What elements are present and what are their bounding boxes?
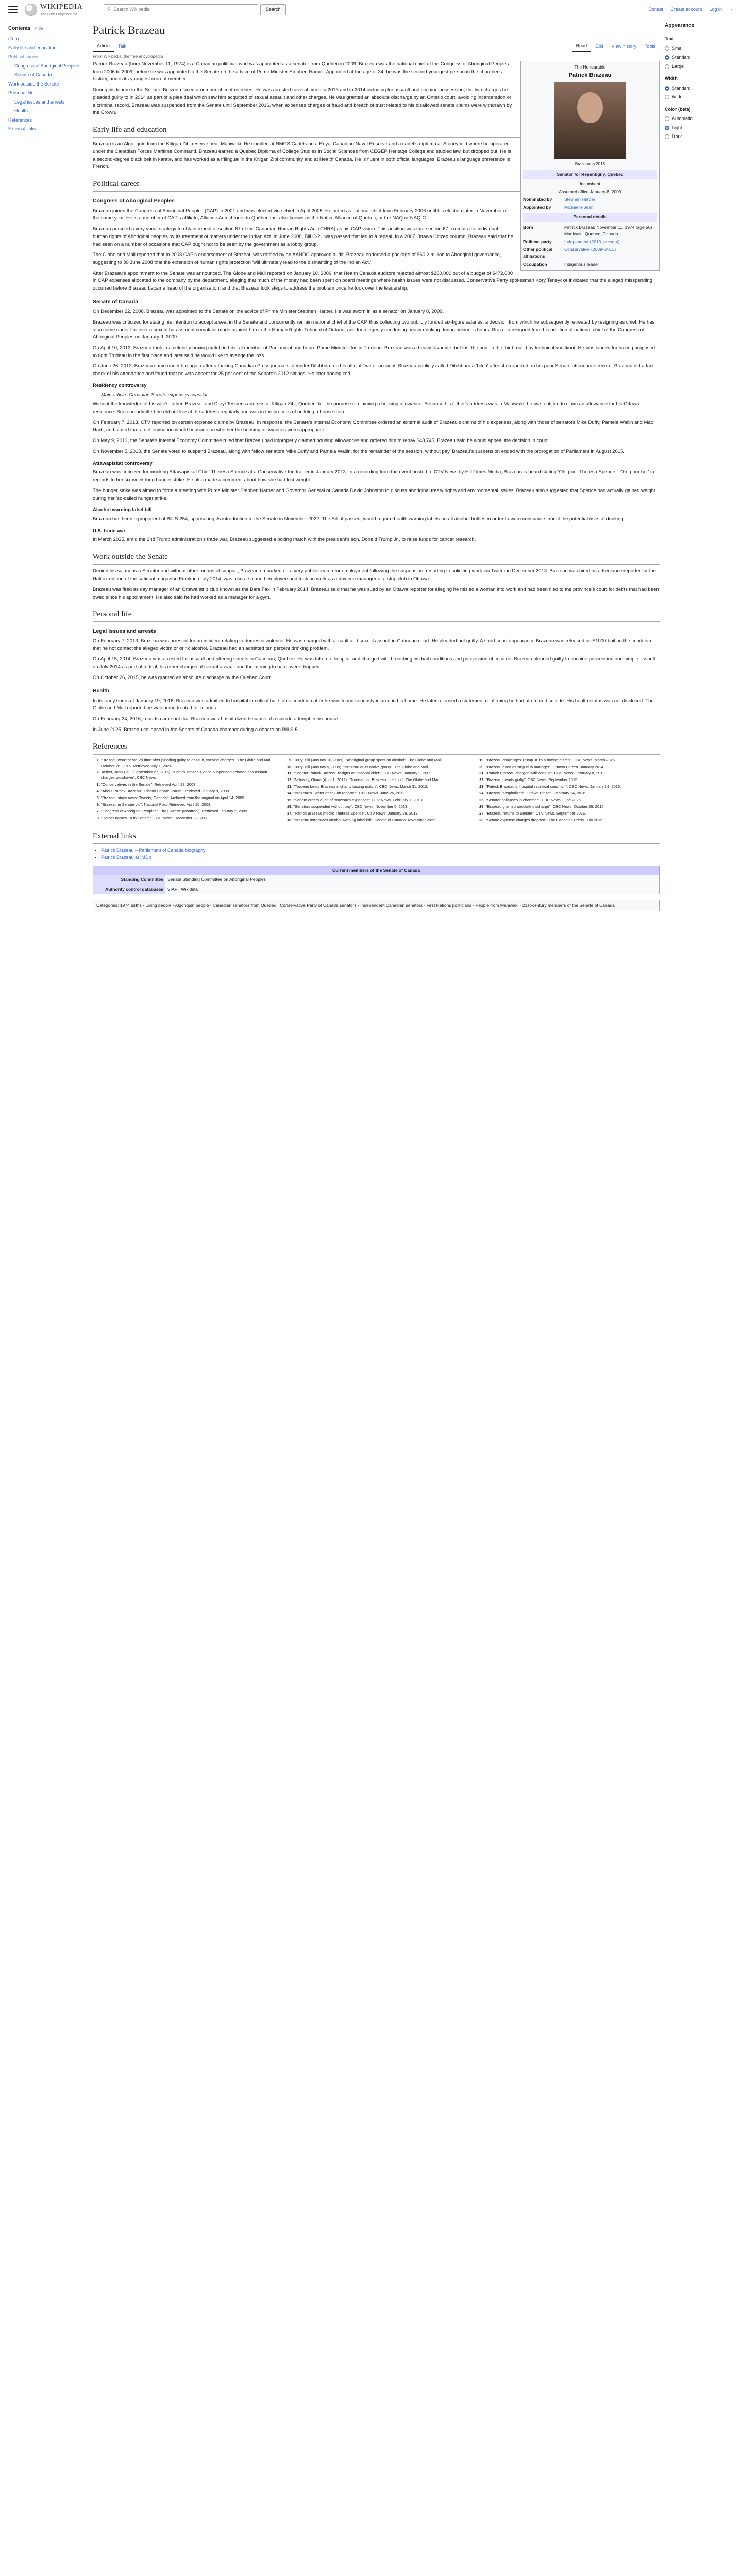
senate-paragraph: On April 10, 2012, Brazeau took in a celebrity boxing match in Liberal member of Parliament and future Prime Minister Justin Trudeau. Brazeau was a heavy favourite, but lost the bout in the third round by technical knockout. He was lauded for having proposed to fight Trudeau in the first place and later said he would like to avenge the loss. (93, 345, 655, 359)
color-dark[interactable]: Dark (665, 132, 732, 142)
tab-read[interactable]: Read (572, 42, 592, 52)
alcohol-paragraph: Brazeau has been a proponent of Bill S-254, sponsoring its introduction to the Senate in November 2022. The Bill, if passed, would require health warning labels on all alcohol bottles in order to warn consumers about the potential risks of drinking. (93, 516, 625, 522)
page-title: Patrick Brazeau (93, 22, 660, 41)
tab-talk[interactable]: Talk (118, 44, 127, 49)
reference-item[interactable]: 1. "Brazeau won't serve jail time after pleading guilty to assault, cocaine charges". The Globe and Mail. October 26, 2015. Retrieved July 1, 2024. (101, 758, 275, 769)
legal-paragraph: On February 7, 2013, Brazeau was arrested for an incident relating to domestic violence. He was charged with assault and sexual assault in Gatineau court. He pleaded not guilty. A short court appearance Brazeau was released on $1000 bail on the condition that he not contact the alleged victim or drink alcohol. Brazeau had an admitted ten percent drinking problem. (93, 638, 651, 652)
toc-list (8, 35, 86, 134)
infobox-row-party: Political party Independent (2013–present) (523, 238, 657, 246)
infobox-row-other: Other political affiliations Conservative (2009–2013) (523, 246, 657, 260)
reference-item[interactable]: 18. "Brazeau introduces alcohol warning label bill". Senate of Canada. November 2022. (293, 818, 467, 823)
residency-paragraph: On February 7, 2013, CTV reported on certain expense claims by Brazeau. In response, the Senate's Internal Economy Committee ordered an external audit of Brazeau's claims of his expenses, along with those of senators Mike Duffy, Pamela Wallin and Mac Harb, and stated that a determination would be made on whether the housing allowances were appropriate. (93, 419, 653, 433)
nominated-by-link[interactable]: Stephen Harper (564, 197, 596, 202)
reference-item[interactable]: 4. "About Patrick Brazeau". Liberal Senate Forum. Retrieved January 9, 2009. (101, 789, 275, 794)
title-bar (93, 22, 660, 60)
legal-paragraph: On October 26, 2015, he was granted an absolute discharge by the Quebec Court. (93, 674, 272, 681)
reference-item[interactable]: 21. "Patrick Brazeau charged with assault". CBC News. February 8, 2013. (486, 771, 660, 776)
heading-cap: Congress of Aboriginal Peoples (93, 198, 175, 205)
user-links (648, 6, 734, 13)
heading-trade: U.S. trade war (93, 528, 126, 534)
heading-health: Health (93, 688, 110, 694)
reference-item[interactable]: 3. "Conservatives in the Senate". Retrieved April 28, 2009. (101, 782, 275, 788)
appointed-by-link[interactable]: Michaëlle Jean (564, 205, 594, 210)
infobox-assumed: Assumed office January 8, 2009 (559, 189, 621, 194)
early-life-paragraph: Brazeau is an Algonquin from the Kitigan Zibi reserve near Maniwaki. He enrolled at NMCS Cadets on a Royal Canadian Naval Reserve and a cadet's diploma at Stoneyfield where he operated under the Canadian Forces Maritime Command. Brazeau earned a Quebec Diploma of College Studies in Social Sciences from CEGEP Heritage College and studied law, but dropped out. He is a second-degree black belt in karate, and has worked as a trilingual in the Kitigan Zibi community and at Health Canada. He is fluent in both official languages, Brazeau's language preference is French. (93, 141, 511, 170)
portrait-image[interactable] (554, 82, 626, 159)
toc-item[interactable]: Senate of Canada (14, 72, 52, 77)
infobox-row-appointed: Appointed by Michaëlle Jean (523, 204, 657, 211)
main-menu-icon[interactable] (8, 6, 18, 13)
text-size-standard[interactable]: Standard (665, 53, 732, 62)
senate-paragraph: On December 22, 2008, Brazeau was appointed to the Senate on the advice of Prime Minister Stephen Harper. He was sworn in as a senator on January 8, 2009. (93, 309, 444, 315)
globe-icon (25, 4, 37, 16)
toc-item[interactable]: Health (14, 108, 28, 113)
residency-paragraph: On November 5, 2013, the Senate voted to suspend Brazeau, along with fellow senators Mike Duffy and Pamela Wallin, for the remainder of the session, without pay. Brazeau's suspension ended with the prorogation of Parliament in August 2015. (93, 448, 625, 454)
reference-item[interactable]: 24. "Brazeau hospitalized". Ottawa Citizen. February 24, 2016. (486, 791, 660, 796)
create-account-link[interactable]: Create account (670, 7, 702, 12)
navbox-row-value[interactable]: Senate Standing Committee on Aboriginal Peoples (165, 875, 659, 884)
tab-article[interactable]: Article (93, 42, 114, 52)
navbox-row-label: Authority control databases (93, 885, 165, 894)
toc-hide-button[interactable]: hide (35, 26, 43, 31)
external-link-item[interactable]: • Patrick Brazeau – Parliament of Canada biography (101, 847, 660, 854)
navbox-title[interactable]: Current members of the Senate of Canada (93, 866, 659, 875)
tab-edit[interactable]: Edit (595, 44, 603, 49)
cap-paragraph: The Globe and Mail reported that in 2008 CAP's endorsement of Brazeau was ratified by an AANDC-approved audit. Brazeau endorsed a package of $60.2 million to Aboriginal governance, suggesting to 30 June 2008 that the extension of human rights protection 'will ultimately lead to the dismantling of the Indian Act.' (93, 252, 501, 265)
reference-item[interactable]: 10. Curry, Bill (January 9, 2009). "Brazeau quits native group". The Globe and Mail. (293, 765, 467, 770)
navbox (93, 866, 660, 894)
reference-item[interactable]: 19. "Brazeau challenges Trump Jr. to a boxing match". CBC News. March 2025. (486, 758, 660, 764)
reference-item[interactable]: 26. "Brazeau granted absolute discharge". CBC News. October 26, 2015. (486, 804, 660, 810)
reference-item[interactable]: 2. Tasker, John Paul (September 27, 2015). "Patrick Brazeau, once-suspended senator, has assault charges withdrawn". CBC News. (101, 770, 275, 781)
intro-paragraph: Patrick Brazeau (born November 11, 1974) is a Canadian politician who was appointed as a senator from Quebec in 2009. Brazeau was the national chief of the Congress of Aboriginal Peoples from 2006 to 2009, before he was appointed to the Senate on the advice of Prime Minister Stephen Harper. Appointed at the age of 34, he was the second-youngest person in the chamber's history, and is its youngest current member. (93, 61, 509, 82)
senate-paragraph: Brazeau was criticized for stating his intention to accept a seat in the Senate and concurrently remain national chief of the CAP, thus collecting two publicly funded six-figure salaries, a decision from which he subsequently retreated by resigning as chief. He has also come under fire over a sexual harassment complaint made against him to the Human Rights Tribunal of Ontario, and for allegedly condoning heavy drinking during business hours. Brazeau resigned from his position of national chief of the Congress of Aboriginal Peoples on January 9, 2009. (93, 319, 655, 341)
width-label: Width (665, 76, 678, 81)
work-paragraph: Brazeau was fired as day manager of an Ottawa strip club known as the Bare Fax in February 2014. Brazeau said that he was sued by an Ottawa reporter for alleging he misled a woman into work and had been filed to the province's court for debts that had been owed since his appointment. He also said he had worked as a manager for a gym. (93, 586, 659, 600)
toc-heading (8, 25, 86, 32)
appearance-panel (665, 22, 732, 142)
reference-item[interactable]: 6. "Brazeau in Senate bid". National Post. Retrieved April 15, 2009. (101, 802, 275, 808)
logo-tagline: The Free Encyclopedia (40, 13, 77, 17)
site-subtitle: From Wikipedia, the free encyclopedia (93, 54, 163, 59)
navbox-row-value[interactable]: VIAF · Wikidata (165, 885, 659, 894)
article-body (93, 61, 660, 911)
infobox-row-occupation: Occupation Indigenous leader (523, 261, 599, 267)
heading-early-life: Early life and education (93, 124, 660, 138)
reference-item[interactable]: 20. "Brazeau hired as strip club manager". Ottawa Citizen. January 2014. (486, 765, 660, 770)
infobox-office: Senator for Repentigny, Quebec (523, 170, 657, 179)
color-label: Color (beta) (665, 106, 691, 112)
external-link-item[interactable]: • Patrick Brazeau at IMDb (101, 854, 660, 861)
reference-item[interactable]: 27. "Brazeau returns to Senate". CTV News. September 2016. (486, 811, 660, 817)
toc-item[interactable]: Personal life (8, 90, 34, 95)
search-input[interactable] (104, 4, 258, 15)
heading-external-links: External links (93, 831, 660, 844)
attawapiskat-paragraph: Brazeau was criticized for mocking Attawapiskat Chief Theresa Spence at a Conservative fundraiser in January 2013. In a recording from the event posted to CTV News by Hill Times Media, Brazeau is heard stating 'Oh, poor Theresa Spence... Oh, poor her' in regards to her six-week-long hunger strike. He also made a comment about how she had lost weight. (93, 469, 654, 483)
heading-alcohol: Alcohol warning label bill (93, 507, 152, 513)
navbox-row-label: Standing Committee (93, 875, 165, 884)
tab-tools[interactable]: Tools (644, 44, 655, 49)
reference-item[interactable]: 7. "Congress of Aboriginal Peoples". The Gazette (Montreal). Retrieved January 2, 2009. (101, 809, 275, 815)
legal-paragraph: On April 15, 2014, Brazeau was arrested for assault and uttering threats in Gatineau, Quebec. He was taken to hospital and charged with breaching his bail conditions and possession of cocaine. Brazeau pleaded guilty to cocaine possession and simple assault on July 2014 as part of a deal, his other charges of sexual assault and threatening to harm were dropped. (93, 656, 655, 670)
cap-paragraph: Brazeau joined the Congress of Aboriginal Peoples (CAP) in 2001 and was elected vice-chief in April 2005. He acted as national chief from February 2006 until his election later in November of the same year. He is a member of CAP's affiliate, Alliance Autochtone du Québec Inc. also known as the Native Alliance of Quebec, or the NAQ or NAQ-C. (93, 208, 508, 222)
text-size-small[interactable]: Small (665, 44, 732, 54)
work-paragraph: Denied his salary as a Senator and without other means of support, Brazeau embarked on a very public search for employment following the suspension, resorting to soliciting work via Twitter in December 2013. Brazeau was hired as a freelance reporter for the Halifax edition of the satirical magazine Frank in early 2014, was also a salaried employee and took on work as a daytime manager of a strip club in Ottawa. (93, 568, 656, 582)
more-options-icon[interactable]: ⋯ (729, 7, 734, 12)
infobox-honorific: The Honourable (574, 64, 606, 70)
reference-item[interactable]: 16. "Senators suspended without pay". CBC News. November 5, 2013. (293, 804, 467, 810)
toc-title: Contents (8, 26, 31, 31)
navbox-row (93, 885, 659, 894)
hatnote-residency[interactable]: Main article: Canadian Senate expenses scandal (101, 392, 207, 398)
search-form (104, 4, 286, 15)
attawapiskat-paragraph: The hunger strike was aimed to force a meeting with Prime Minister Stephen Harper and Governor General of Canada David Johnston to discuss aboriginal treaty rights and environmental issues. Brazeau also suggested that Spence had actually gained weight during her 'so-called hunger strike.' (93, 487, 655, 501)
heading-references: References (93, 741, 660, 754)
login-link[interactable]: Log in (709, 7, 722, 12)
health-paragraph: In June 2025, Brazeau collapsed in the Senate of Canada chamber during a debate on Bill S-5. (93, 726, 299, 733)
width-wide[interactable]: Wide (665, 93, 732, 102)
reference-item[interactable]: 17. "Patrick Brazeau mocks Theresa Spence". CTV News. January 29, 2013. (293, 811, 467, 817)
search-placeholder: Search Wikipedia (113, 7, 150, 12)
appearance-title: Appearance (665, 22, 732, 31)
reference-item[interactable]: 22. "Brazeau pleads guilty". CBC News. September 2015. (486, 777, 660, 783)
residency-paragraph: On May 9, 2013, the Senate's Internal Economy Committee ruled that Brazeau had improperly claimed housing allowances and ordered him to repay $48,745. Brazeau said he would appeal the decision in court. (93, 438, 549, 444)
infobox-name: Patrick Brazeau (568, 72, 612, 79)
toc-item[interactable]: (Top) (8, 36, 19, 41)
toc-item[interactable]: Legal issues and arrests (14, 99, 65, 105)
search-icon: ⚲ (107, 7, 111, 12)
heading-residency: Residency controversy (93, 382, 147, 388)
toc-item[interactable]: References (8, 117, 32, 123)
table-of-contents (8, 25, 86, 134)
other-party-link[interactable]: Conservative (2009–2013) (564, 247, 616, 252)
heading-senate: Senate of Canada (93, 298, 139, 305)
intro-paragraph: During his tenure in the Senate, Brazeau faced a number of controversies. He was arrested several times in 2013 and in 2014 including for assault and cocaine possession, the two charges he pleaded guilty to in 2014 as part of a plea deal which saw him acquitted of sexual assault and other charges. He was granted an absolute discharge by an Ontario court, avoiding incarceration or a criminal record. Brazeau was suspended from the Senate until September 2016, when expenses charges of fraud and breach of trust related to his disallowed senate claims were withdrawn by the Crown. (93, 87, 512, 116)
heading-attawapiskat: Attawapiskat controversy (93, 460, 153, 466)
reference-item[interactable]: 9. Curry, Bill (January 10, 2009). "Aboriginal group spent on alcohol". The Globe and Mail. (293, 758, 467, 764)
infobox (520, 61, 660, 271)
cap-paragraph: After Brazeau's appointment to the Senate was announced, The Globe and Mail reported on January 10, 2009, that Health Canada auditors rejected almost $260,000 out of a budget of $472,000 in CAP expenses allocated to the company by the department, alleging that much of the money had been spent on board meetings where health issues were not discussed. Conservative Party spokesman Kory Teneycke indicated that the alleged misspending occurred before Brazeau became head of the organization, and that Brazeau took steps to address the problem once he took over the leadership. (93, 270, 652, 292)
text-size-large[interactable]: Large (665, 62, 732, 72)
cap-paragraph: Brazeau pursued a very vocal strategy to obtain repeal of section 67 of the Canadian Human Rights Act (CHRA) as his CAP vision. This position was that section 67 exempts the individual human rights of Aboriginal peoples by its treatment of matters under the Indian Act. In June 2008, Bill C-21 was passed that led to a repeal. In a 2007 Ottawa Citizen column, Brazeau said that he had seen on a number of occasions that CAP ought not to be seen by the government as a lobby group. (93, 226, 513, 247)
party-link[interactable]: Independent (2013–present) (564, 239, 620, 244)
health-paragraph: In its early hours of January 19, 2016, Brazeau was admitted to hospital in critical but stable condition after he was found seriously injured in his home. He later released a statement confirming he had attempted suicide. His health status was not disclosed. The Globe and Mail reported he was being treated for injuries. (93, 698, 654, 711)
heading-personal: Personal life (93, 608, 660, 622)
trade-paragraph: In March 2025, amid the 2nd Trump administration's trade war, Brazeau suggested a boxing match with the president's son, Donald Trump Jr., to raise funds for cancer research. (93, 537, 476, 543)
references-list (93, 758, 660, 823)
page-tabs (93, 42, 660, 52)
toc-item[interactable]: Political career (8, 54, 39, 59)
reference-item[interactable]: 11. "Senator Patrick Brazeau resigns as national chief". CBC News. January 9, 2009. (293, 771, 467, 776)
reference-item[interactable]: 14. "Brazeau's Twitter attack on reporter". CBC News. June 26, 2012. (293, 791, 467, 796)
residency-paragraph: Without the knowledge of his wife's father, Brazeau and Daryl Tessier's address at Kitigan Zibi, Quebec, for the purpose of claiming a housing allowance. Because his father's address was in Maniwaki, he was entitled to claim an allowance for his Ottawa residence. Brazeau admitted he did not live at the address regularly and was in the process of building a house there. (93, 401, 639, 415)
tab-view-history[interactable]: View history (611, 44, 636, 49)
toc-item[interactable]: Work outside the Senate (8, 81, 59, 87)
reference-item[interactable]: 12. Galloway, Gloria (April 1, 2012). "Trudeau vs. Brazeau: the fight". The Globe and Mail. (293, 777, 467, 783)
reference-item[interactable]: 23. "Patrick Brazeau in hospital in critical condition". CBC News. January 19, 2016. (486, 784, 660, 790)
color-light[interactable]: Light (665, 124, 732, 133)
navbox-row (93, 875, 659, 884)
reference-item[interactable]: 25. "Senator collapses in chamber". CBC News. June 2025. (486, 798, 660, 803)
wikipedia-logo[interactable] (25, 2, 83, 18)
infobox-incumbent: Incumbent (580, 181, 600, 187)
reference-item[interactable]: 8. "Harper names 18 to Senate". CBC News. December 22, 2008. (101, 816, 275, 821)
portrait-caption: Brazeau in 2016 (575, 162, 605, 167)
senate-paragraph: On June 26, 2012, Brazeau came under fire again after attacking Canadian Press journalist Jennifer Ditchburn on his official Twitter account. Brazeau publicly called Ditchburn a 'bitch' after she reported on his poor Senate attendance record. Brazeau did a fact-check of his attendance and found that he was absent for 25 per cent of the Senate's 2012 sittings. He later apologized. (93, 363, 655, 377)
donate-link[interactable]: Donate (648, 7, 664, 12)
logo-wordmark: WIKIPEDIA (40, 3, 83, 11)
text-size-label: Text (665, 36, 674, 41)
color-automatic[interactable]: Automatic (665, 114, 732, 124)
external-links-list (101, 847, 660, 861)
reference-item[interactable]: 15. "Senate orders audit of Brazeau's expenses". CTV News. February 7, 2013. (293, 798, 467, 803)
toc-item[interactable]: Early life and education (8, 45, 57, 50)
reference-item[interactable]: 13. "Trudeau beats Brazeau in charity boxing match". CBC News. March 31, 2012. (293, 784, 467, 790)
site-header (0, 0, 742, 20)
reference-item[interactable]: 5. "Brazeau stays away: Tweets, Canada". Archived from the original on April 14, 2009. (101, 795, 275, 801)
heading-legal: Legal issues and arrests (93, 628, 156, 635)
category-links[interactable]: Categories: 1974 births · Living people · Algonquin people · Canadian senators from Quebec · Conservative Party of Canada senators · Independent Canadian senators · First Nations politicians · People from Maniwaki · 21st-century members of the Senate of Canada (93, 900, 660, 911)
search-button[interactable]: Search (260, 4, 286, 15)
reference-item[interactable]: 28. "Senate expense charges dropped". The Canadian Press. July 2016. (486, 818, 660, 823)
toc-item[interactable]: Congress of Aboriginal Peoples (14, 63, 79, 69)
toc-item[interactable]: External links (8, 126, 36, 131)
infobox-personal-header: Personal details (523, 213, 657, 222)
infobox-row-born: Born Patrick Brazeau November 11, 1974 (age 50) Maniwaki, Quebec, Canada (523, 224, 652, 236)
health-paragraph: On February 24, 2016, reports came out that Brazeau was hospitalized because of a suicide attempt in his house. (93, 716, 339, 722)
heading-political-career: Political career (93, 178, 660, 192)
width-standard[interactable]: Standard (665, 84, 732, 93)
heading-work: Work outside the Senate (93, 551, 660, 565)
infobox-row-nominated: Nominated by Stephen Harper (523, 196, 657, 204)
